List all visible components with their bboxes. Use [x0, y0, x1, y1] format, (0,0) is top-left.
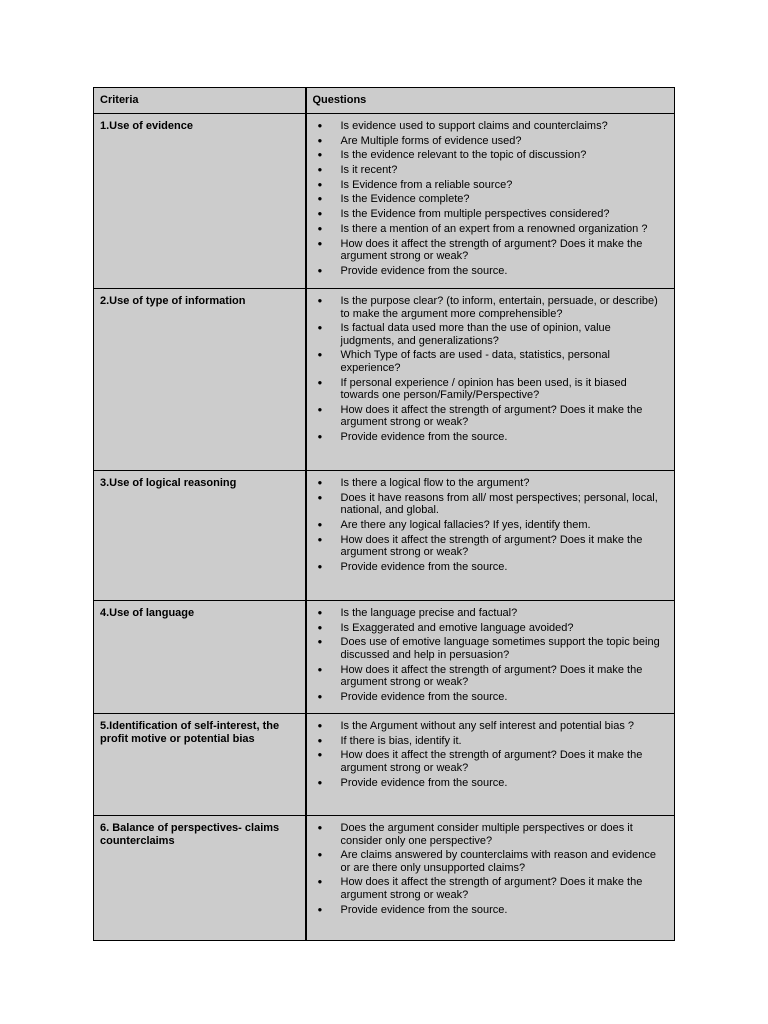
question-item: ● How does it affect the strength of argument? Does it make the argument strong or weak? [341, 876, 667, 901]
table-row [94, 601, 675, 714]
table-row [94, 714, 675, 816]
questions-header: Questions [306, 88, 675, 114]
question-item: ● Does the argument consider multiple perspectives or does it consider only one perspective? [341, 822, 667, 847]
question-item: ● Are there any logical fallacies? If yes, identify them. [341, 519, 667, 532]
document-page [93, 87, 674, 941]
question-item: ● How does it affect the strength of argument? Does it make the argument strong or weak? [341, 534, 667, 559]
questions-cell [306, 816, 675, 941]
question-item: ● How does it affect the strength of argument? Does it make the argument strong or weak? [341, 238, 667, 263]
question-item: ● Is there a mention of an expert from a renowned organization ? [341, 223, 667, 236]
questions-cell [306, 601, 675, 714]
table-row [94, 289, 675, 471]
criteria-label: 6. Balance of perspectives- claims counterclaims [100, 822, 280, 847]
question-list [307, 114, 675, 277]
criteria-label: 4.Use of language [100, 607, 195, 619]
criteria-cell [94, 816, 306, 941]
question-item: ● If personal experience / opinion has been used, is it biased towards one person/Family/Perspective? [341, 377, 667, 402]
questions-cell [306, 289, 675, 471]
criteria-cell [94, 471, 306, 601]
question-item: ● Provide evidence from the source. [341, 431, 667, 444]
question-item: ● Does it have reasons from all/ most perspectives; personal, local, national, and global. [341, 492, 667, 517]
question-item: ● Is there a logical flow to the argument? [341, 477, 667, 490]
question-item: ● Are claims answered by counterclaims with reason and evidence or are there only unsupported claims? [341, 849, 667, 874]
question-list [307, 471, 675, 573]
table-body [94, 114, 675, 941]
criteria-table [93, 87, 675, 941]
question-item: ● Is Exaggerated and emotive language avoided? [341, 622, 667, 635]
criteria-label: 2.Use of type of information [100, 295, 246, 307]
question-item: ● Is the Argument without any self interest and potential bias ? [341, 720, 667, 733]
criteria-label: 5.Identification of self-interest, the profit motive or potential bias [100, 720, 280, 745]
question-list [307, 816, 675, 916]
question-item: ● Provide evidence from the source. [341, 777, 667, 790]
question-item: ● Provide evidence from the source. [341, 691, 667, 704]
questions-cell [306, 714, 675, 816]
criteria-cell [94, 114, 306, 289]
questions-cell [306, 114, 675, 289]
question-list [307, 714, 675, 789]
question-item: ● Is Evidence from a reliable source? [341, 179, 667, 192]
criteria-label: 1.Use of evidence [100, 120, 193, 132]
criteria-cell [94, 289, 306, 471]
question-list [307, 601, 675, 703]
question-item: ● How does it affect the strength of argument? Does it make the argument strong or weak? [341, 749, 667, 774]
question-item: ● Provide evidence from the source. [341, 561, 667, 574]
table-row [94, 816, 675, 941]
question-item: ● Which Type of facts are used - data, statistics, personal experience? [341, 349, 667, 374]
questions-cell [306, 471, 675, 601]
question-item: ● Is the Evidence complete? [341, 193, 667, 206]
header-row [94, 88, 675, 114]
question-item: ● Provide evidence from the source. [341, 904, 667, 917]
question-item: ● If there is bias, identify it. [341, 735, 667, 748]
question-item: ● Does use of emotive language sometimes support the topic being discussed and help in persuasion? [341, 636, 667, 661]
question-item: ● Is the purpose clear? (to inform, entertain, persuade, or describe) to make the argument more comprehensible? [341, 295, 667, 320]
question-item: ● How does it affect the strength of argument? Does it make the argument strong or weak? [341, 664, 667, 689]
criteria-header: Criteria [94, 88, 306, 114]
criteria-cell [94, 601, 306, 714]
criteria-cell [94, 714, 306, 816]
criteria-label: 3.Use of logical reasoning [100, 477, 237, 489]
question-item: ● Is it recent? [341, 164, 667, 177]
question-list [307, 289, 675, 443]
question-item: ● Is the Evidence from multiple perspectives considered? [341, 208, 667, 221]
table-row [94, 471, 675, 601]
table-row [94, 114, 675, 289]
question-item: ● Provide evidence from the source. [341, 265, 667, 278]
question-item: ● Is factual data used more than the use of opinion, value judgments, and generalizations? [341, 322, 667, 347]
question-item: ● Is the evidence relevant to the topic of discussion? [341, 149, 667, 162]
question-item: ● Are Multiple forms of evidence used? [341, 135, 667, 148]
question-item: ● Is the language precise and factual? [341, 607, 667, 620]
question-item: ● Is evidence used to support claims and counterclaims? [341, 120, 667, 133]
question-item: ● How does it affect the strength of argument? Does it make the argument strong or weak? [341, 404, 667, 429]
